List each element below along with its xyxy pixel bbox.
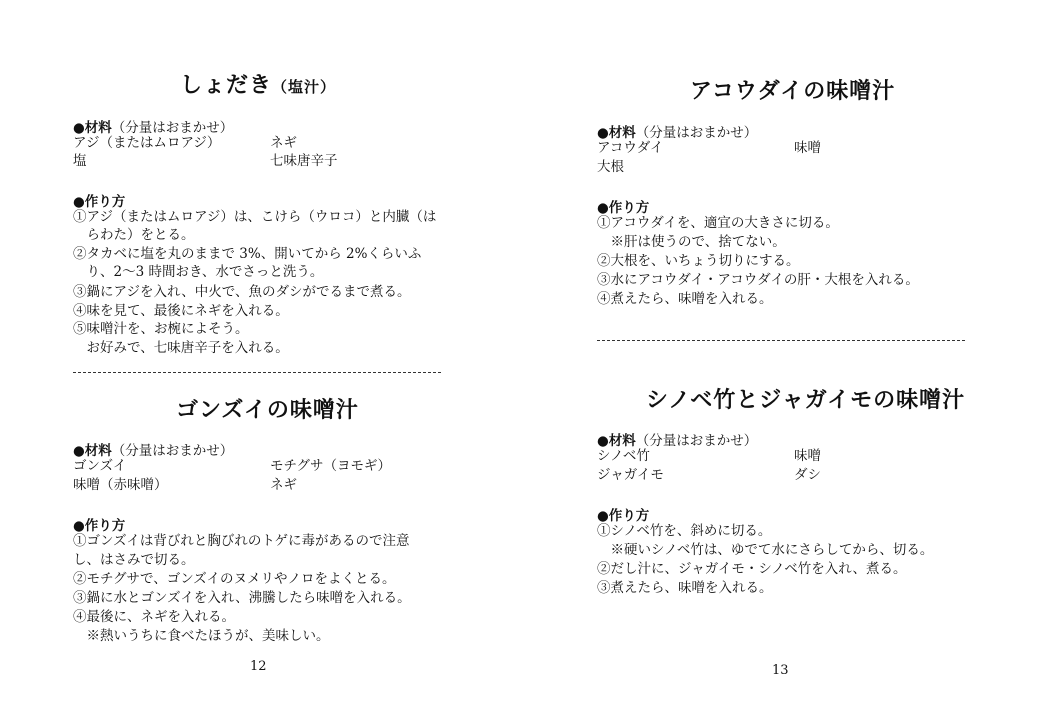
ingredient-item: シノベ竹 [597, 448, 650, 464]
steps-heading: ●作り方 [73, 518, 126, 534]
ingredients-heading: ●材料（分量はおまかせ） [597, 433, 758, 449]
recipe-title-gonzui: ゴンズイの味噌汁 [176, 398, 359, 423]
step-line: ①アジ（またはムロアジ）は、こけら（ウロコ）と内臓（は [73, 209, 437, 225]
ingredient-item: 味噌 [794, 448, 821, 464]
step-line: ⑤味噌汁を、お椀によそう。 [73, 321, 249, 337]
ingredient-item: ネギ [270, 477, 297, 493]
section-divider [597, 340, 965, 341]
step-line: ④煮えたら、味噌を入れる。 [597, 291, 773, 307]
ingredient-item: 七味唐辛子 [270, 153, 338, 169]
right-page [520, 0, 1040, 720]
ingredient-item: モチグサ（ヨモギ） [270, 458, 391, 474]
step-line: ②モチグサで、ゴンズイのヌメリやノロをよくとる。 [73, 571, 396, 587]
page-number: 13 [772, 663, 789, 678]
ingredient-item: アジ（またはムロアジ） [73, 135, 221, 151]
step-line: ※硬いシノベ竹は、ゆでて水にさらしてから、切る。 [597, 542, 934, 558]
step-line: ※肝は使うので、捨てない。 [597, 234, 786, 250]
step-line: ①ゴンズイは背びれと胸びれのトゲに毒があるので注意 [73, 533, 410, 549]
step-line: ※熱いうちに食べたほうが、美味しい。 [73, 628, 330, 644]
steps-heading: ●作り方 [597, 200, 650, 216]
recipe-title-akoudai: アコウダイの味噌汁 [690, 79, 896, 104]
step-line: ②タカベに塩を丸のままで 3%、開いてから 2%くらいふ [73, 246, 422, 262]
step-line: お好みで、七味唐辛子を入れる。 [73, 340, 289, 356]
step-line: ①シノベ竹を、斜めに切る。 [597, 523, 772, 539]
recipe-title-shodaki: しょだき（塩汁） [180, 73, 337, 98]
recipe-title-shinobe: シノベ竹とジャガイモの味噌汁 [646, 388, 966, 413]
step-line: ③水にアコウダイ・アコウダイの肝・大根を入れる。 [597, 272, 919, 288]
ingredients-heading: ●材料（分量はおまかせ） [73, 120, 234, 136]
step-line: ④最後に、ネギを入れる。 [73, 609, 235, 625]
ingredient-item: アコウダイ [597, 140, 664, 156]
ingredient-item: 味噌（赤味噌） [73, 477, 168, 493]
ingredient-item: 塩 [73, 153, 87, 169]
step-line: らわた）をとる。 [73, 227, 195, 243]
ingredient-item: ダシ [794, 467, 821, 483]
step-line: ②大根を、いちょう切りにする。 [597, 253, 800, 269]
step-line: し、はさみで切る。 [73, 552, 195, 568]
step-line: ②だし汁に、ジャガイモ・シノベ竹を入れ、煮る。 [597, 561, 907, 577]
step-line: り、2～3 時間おき、水でさっと洗う。 [73, 264, 324, 280]
section-divider [73, 372, 441, 373]
step-line: ③鍋にアジを入れ、中火で、魚のダシがでるまで煮る。 [73, 284, 411, 300]
step-line: ③煮えたら、味噌を入れる。 [597, 580, 773, 596]
ingredient-item: 味噌 [794, 140, 821, 156]
ingredients-heading: ●材料（分量はおまかせ） [73, 443, 234, 459]
step-line: ③鍋に水とゴンズイを入れ、沸騰したら味噌を入れる。 [73, 590, 411, 606]
step-line: ④味を見て、最後にネギを入れる。 [73, 303, 289, 319]
ingredient-item: ネギ [270, 135, 297, 151]
ingredient-item: ジャガイモ [597, 467, 664, 483]
steps-heading: ●作り方 [73, 194, 126, 210]
ingredient-item: ゴンズイ [73, 458, 127, 474]
steps-heading: ●作り方 [597, 508, 650, 524]
ingredient-item: 大根 [597, 159, 624, 175]
page-number: 12 [250, 659, 267, 674]
step-line: ①アコウダイを、適宜の大きさに切る。 [597, 215, 839, 231]
ingredients-heading: ●材料（分量はおまかせ） [597, 125, 758, 141]
